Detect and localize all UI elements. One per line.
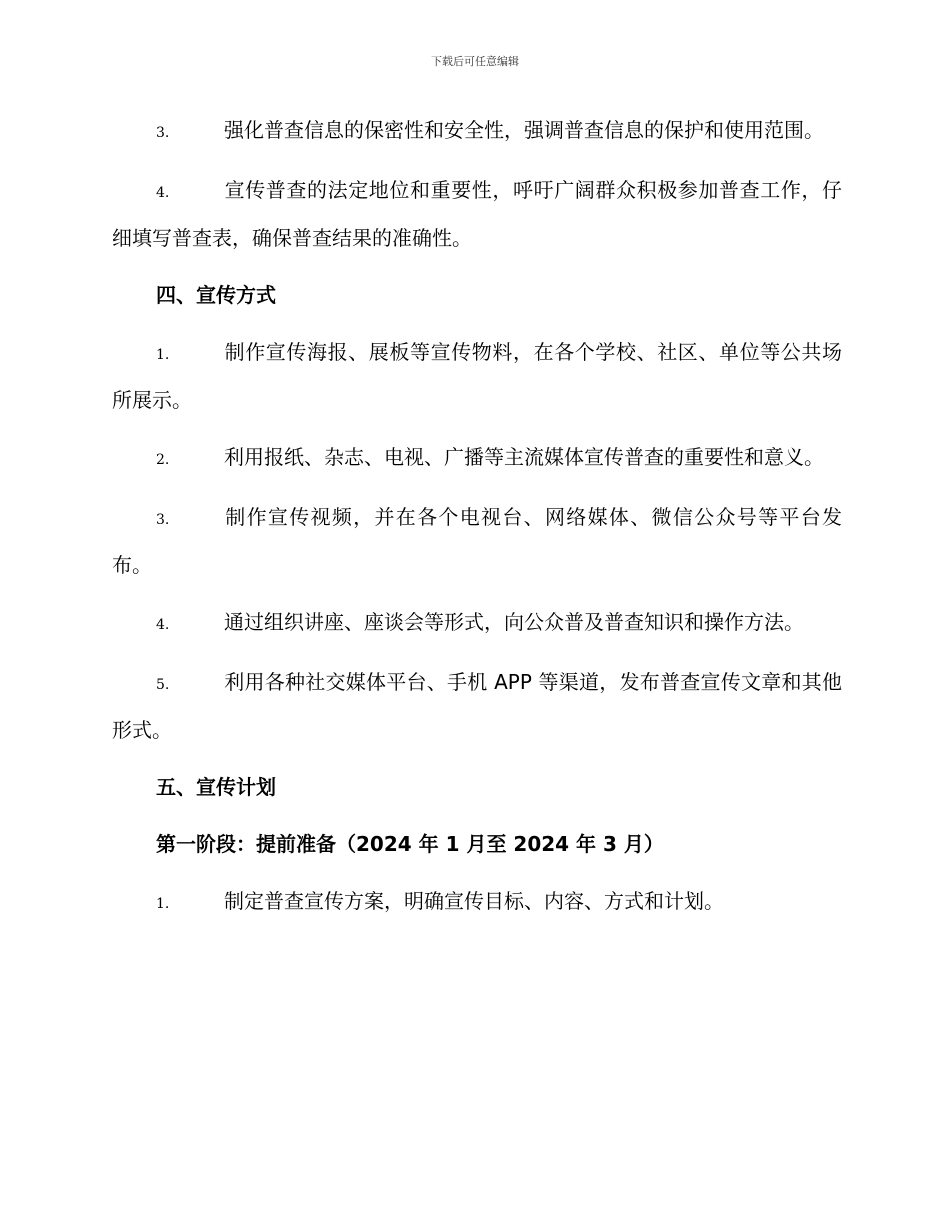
section-heading-publicity-plan: 五、宣传计划 — [156, 775, 276, 799]
list-item-number: 3. — [156, 125, 170, 141]
list-item-text: 通过组织讲座、座谈会等形式，向公众普及普查知识和操作方法。 — [224, 610, 804, 634]
list-item-text: 强化普查信息的保密性和安全性，强调普查信息的保护和使用范围。 — [224, 118, 824, 142]
list-item-text: 制定普查宣传方案，明确宣传目标、内容、方式和计划。 — [224, 889, 724, 913]
list-item-number: 3. — [156, 512, 170, 528]
list-item — [112, 168, 842, 261]
phase-heading: 第一阶段：提前准备（2024 年 1 月至 2024 年 3 月） — [156, 832, 664, 856]
list-item-text: 制作宣传视频，并在各个电视台、网络媒体、微信公众号等平台发布。 — [112, 505, 842, 577]
list-item-text: 利用各种社交媒体平台、手机 APP 等渠道，发布普查宣传文章和其他形式。 — [112, 670, 842, 742]
list-item — [112, 108, 842, 156]
list-item-text: 宣传普查的法定地位和重要性，呼吁广阔群众积极参加普查工作，仔细填写普查表，确保普查结果的准确性。 — [112, 178, 842, 250]
document-body — [112, 108, 842, 939]
page-header: 下载后可任意编辑 — [431, 55, 519, 68]
list-item-number: 5. — [156, 677, 170, 693]
list-item — [112, 600, 842, 648]
list-item-number: 1. — [156, 347, 170, 363]
list-item-number: 2. — [156, 452, 170, 468]
list-item-number: 1. — [156, 896, 170, 912]
list-item — [112, 330, 842, 423]
list-item-number: 4. — [156, 185, 170, 201]
list-item — [112, 435, 842, 483]
list-item — [112, 879, 842, 927]
list-item-text: 制作宣传海报、展板等宣传物料，在各个学校、社区、单位等公共场所展示。 — [112, 340, 842, 412]
list-item — [112, 495, 842, 588]
list-item — [112, 660, 842, 753]
list-item-text: 利用报纸、杂志、电视、广播等主流媒体宣传普查的重要性和意义。 — [224, 445, 824, 469]
section-heading-publicity-methods: 四、宣传方式 — [156, 283, 276, 307]
list-item-number: 4. — [156, 617, 170, 633]
